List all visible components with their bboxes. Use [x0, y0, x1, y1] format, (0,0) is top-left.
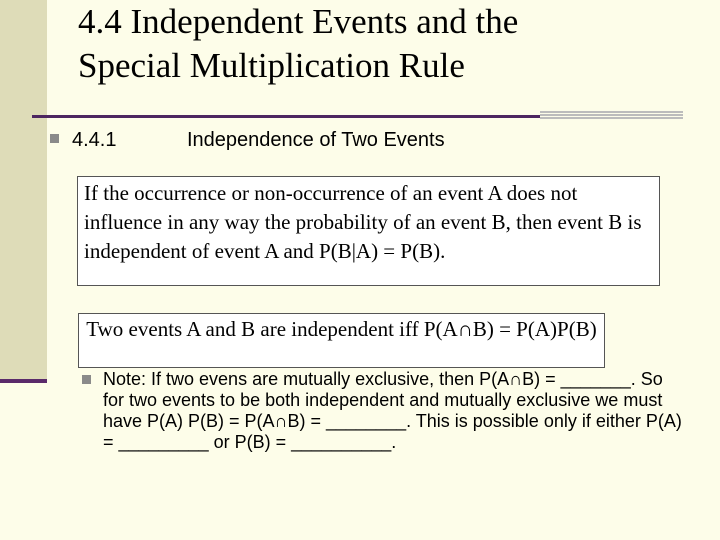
definition-box: If the occurrence or non-occurrence of an event A does not influence in any way the probability of an event B, then event B is independent of event A and P(B|A) = P(B). [77, 176, 660, 286]
note-bullet-square-icon [82, 375, 91, 384]
note-paragraph: Note: If two evens are mutually exclusive, then P(A∩B) = _______. So for two events to be both independent and mutually exclusive we must have P(A) P(B) = P(A∩B) = ________. This is possible only if either P(A) = _________ or P(B) = __________. [103, 369, 682, 452]
section-number: 4.4.1 [72, 129, 117, 151]
section-heading: Independence of Two Events [187, 129, 445, 151]
title-divider-accent [540, 111, 683, 120]
slide-title-line-2: Special Multiplication Rule [78, 46, 465, 85]
slide-title-line-1: 4.4 Independent Events and the [78, 2, 519, 41]
left-band-foot-line [0, 379, 47, 383]
left-accent-band [0, 0, 47, 383]
slide-title [78, 0, 698, 88]
theorem-box: Two events A and B are independent iff P(A∩B) = P(A)P(B) [78, 313, 605, 368]
bullet-square-icon [50, 134, 59, 143]
title-divider [32, 115, 540, 118]
